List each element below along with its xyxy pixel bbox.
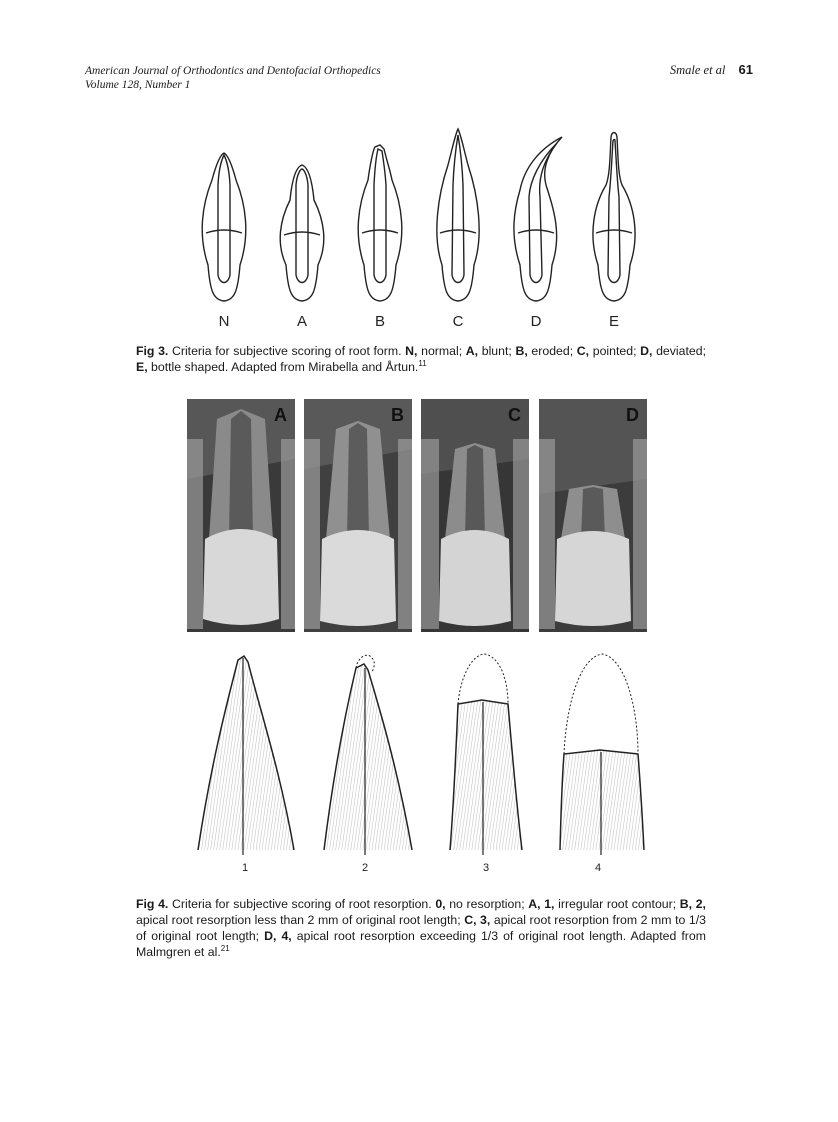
running-authors: Smale et al	[669, 63, 726, 77]
running-head-right	[670, 62, 753, 78]
fig3-caption-reference: 11	[418, 358, 427, 368]
sketch-label-4: 4	[595, 862, 602, 874]
tooth-outline-b	[358, 145, 402, 301]
fig3-caption	[136, 343, 706, 375]
fig4-caption-number: Fig 4.	[136, 897, 169, 911]
volume-issue: Volume 128, Number 1	[85, 79, 191, 91]
fig3-root-form-diagram	[190, 125, 650, 335]
resorption-sketch-4	[560, 654, 644, 855]
fig3-caption-key: N,	[405, 344, 418, 358]
fig3-caption-key: C,	[576, 344, 590, 358]
fig3-caption-key: E,	[136, 360, 148, 374]
fig3-label-c: C	[452, 313, 464, 330]
fig4-caption-text: apical root resorption less than 2 mm of original root length;	[136, 913, 461, 927]
fig3-caption-text: bottle shaped.	[151, 360, 229, 374]
fig4-caption-text: apical root resorption from 2 mm to 1/3 of original root length;	[136, 913, 706, 943]
fig4-caption-key: D, 4,	[264, 929, 292, 943]
radiograph-d	[539, 399, 647, 632]
photo-label-d: D	[626, 405, 639, 425]
fig3-label-e: E	[608, 313, 620, 330]
tooth-outline-e	[593, 133, 635, 302]
fig3-caption-text: blunt;	[481, 344, 512, 358]
fig3-label-d: D	[530, 313, 542, 330]
fig4-resorption-diagram	[190, 650, 660, 860]
fig3-label-a: A	[296, 313, 308, 330]
sketch-label-3: 3	[483, 862, 490, 874]
fig3-caption-key: A,	[465, 344, 479, 358]
fig4-caption-text: irregular root contour;	[558, 897, 677, 911]
fig3-label-n: N	[218, 313, 230, 330]
resorption-sketch-3	[450, 654, 522, 855]
radiograph-a	[187, 399, 295, 632]
fig4-caption-source: Adapted from Malmgren et al.	[136, 929, 706, 959]
fig4-caption-key: A, 1,	[528, 897, 555, 911]
page-number: 61	[738, 62, 753, 77]
fig4-caption-text: no resorption;	[449, 897, 525, 911]
fig3-caption-key: B,	[515, 344, 528, 358]
tooth-outline-d	[514, 137, 562, 301]
tooth-outline-a	[280, 165, 324, 301]
photo-label-b: B	[391, 405, 404, 425]
fig4-caption	[136, 896, 706, 960]
fig3-caption-text: normal;	[421, 344, 463, 358]
photo-label-c: C	[508, 405, 521, 425]
radiograph-b	[304, 399, 412, 632]
journal-title: American Journal of Orthodontics and Dentofacial Orthopedics	[85, 65, 381, 77]
fig3-caption-key: D,	[640, 344, 653, 358]
sketch-label-1: 1	[242, 862, 249, 874]
fig3-label-b: B	[374, 313, 386, 330]
fig3-caption-text: pointed;	[592, 344, 637, 358]
fig3-caption-text: eroded;	[531, 344, 574, 358]
fig4-caption-key: 0,	[435, 897, 446, 911]
tooth-outline-c	[437, 129, 479, 301]
fig3-caption-number: Fig 3.	[136, 344, 169, 358]
sketch-label-2: 2	[362, 862, 369, 874]
fig4-caption-key: C, 3,	[464, 913, 491, 927]
fig3-caption-source: Adapted from Mirabella and Årtun.	[231, 360, 419, 374]
fig4-caption-intro: Criteria for subjective scoring of root resorption.	[171, 897, 432, 911]
photo-label-a: A	[274, 405, 287, 425]
fig3-caption-intro: Criteria for subjective scoring of root form.	[171, 344, 402, 358]
resorption-sketch-1	[198, 656, 294, 855]
resorption-sketch-2	[324, 655, 412, 855]
fig4-caption-reference: 21	[220, 943, 230, 953]
fig3-caption-text: deviated;	[656, 344, 707, 358]
fig4-caption-key: B, 2,	[679, 897, 706, 911]
fig4-caption-text: apical root resorption exceeding 1/3 of original root length.	[296, 929, 627, 943]
running-head-left	[85, 64, 381, 92]
radiograph-c	[421, 399, 529, 632]
tooth-outline-n	[202, 153, 246, 301]
